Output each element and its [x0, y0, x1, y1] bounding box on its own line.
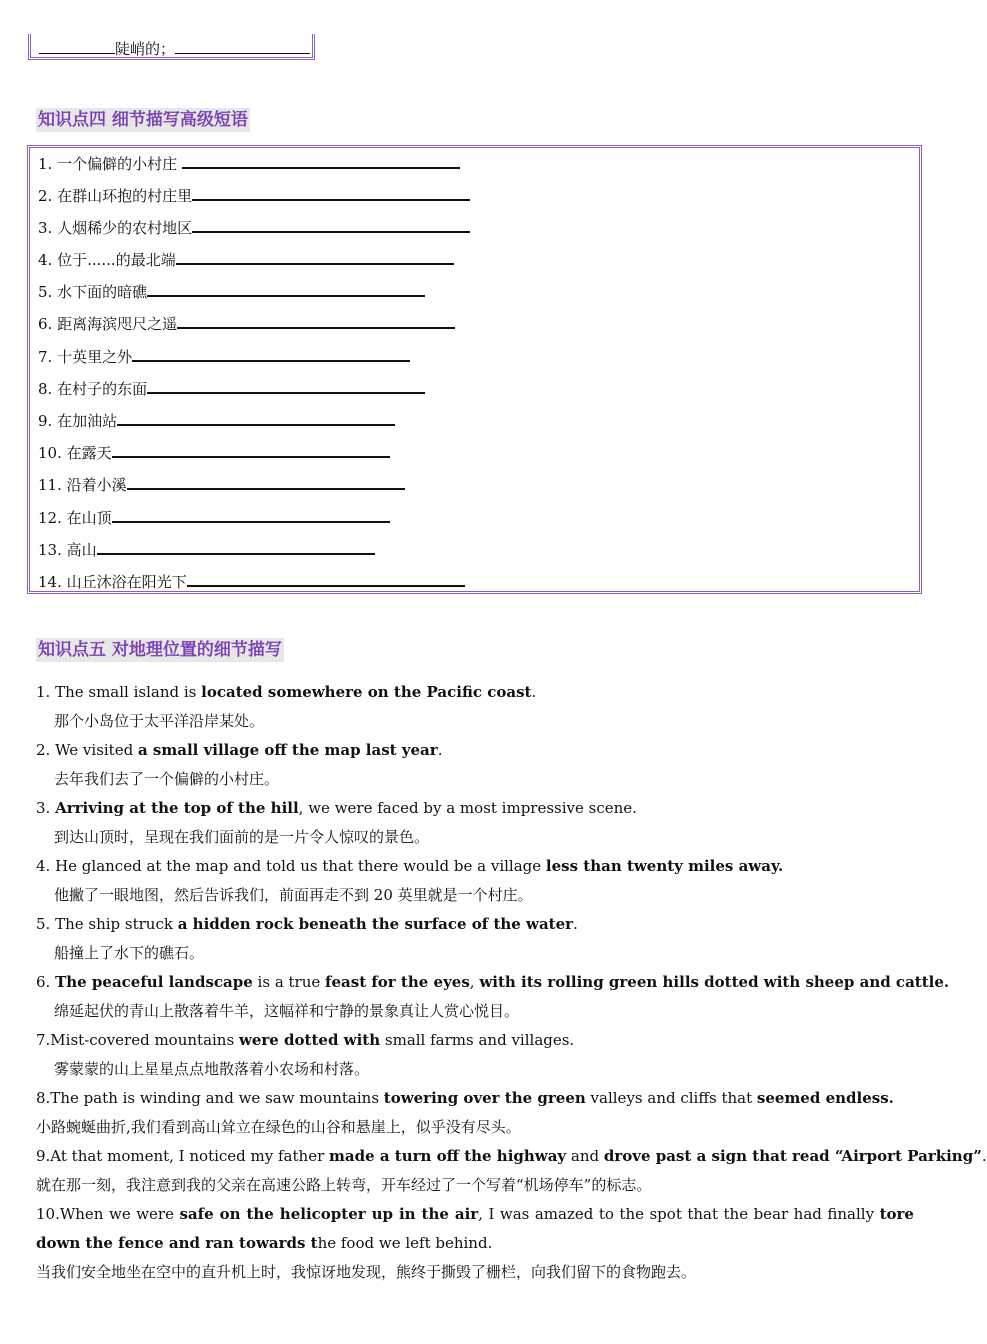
phrase-item [38, 376, 425, 400]
answer-blank[interactable] [175, 39, 310, 54]
sentence-text: valleys and cliffs that [585, 1089, 757, 1107]
answer-blank[interactable] [187, 569, 465, 587]
phrase-label: 10. 在露天 [38, 444, 112, 462]
phrase-item [38, 247, 454, 271]
phrase-item [38, 279, 425, 303]
answer-blank[interactable] [192, 183, 470, 201]
phrase-item [38, 344, 410, 368]
top-fragment-line [39, 38, 310, 59]
answer-blank[interactable] [182, 151, 460, 169]
example-translation-cn: 当我们安全地坐在空中的直升机上时，我惊讶地发现，熊终于撕毁了栅栏，向我们留下的食物跑去。 [36, 1263, 697, 1281]
phrase-label: 11. 沿着小溪 [38, 476, 127, 494]
example-sentence-en [36, 794, 914, 823]
example-sentence-en [36, 736, 914, 765]
example-translation-cn: 绵延起伏的青山上散落着牛羊，这幅祥和宁静的景象真让人赏心悦目。 [54, 1002, 520, 1020]
answer-blank[interactable] [176, 247, 454, 265]
sentence-text: 9.At that moment, I noticed my father [36, 1147, 330, 1165]
example-translation-cn: 他撇了一眼地图，然后告诉我们，前面再走不到 20 英里就是一个村庄。 [54, 886, 533, 904]
highlight-phrase: located somewhere on the Pacific coast [201, 683, 532, 701]
phrase-label: 6. 距离海滨咫尺之遥 [38, 315, 178, 333]
phrase-list-box [27, 145, 922, 594]
example-sentence-en [36, 852, 914, 881]
phrase-label: 7. 十英里之外 [38, 348, 133, 366]
example-translation-cn: 小路蜿蜒曲折,我们看到高山耸立在绿色的山谷和悬崖上，似乎没有尽头。 [36, 1118, 521, 1136]
sentence-text: and [566, 1147, 604, 1165]
sentence-text: . [437, 741, 443, 759]
highlight-phrase: The peaceful landscape [55, 973, 253, 991]
highlight-phrase: towering over the green [383, 1089, 586, 1107]
highlight-phrase: safe on the helicopter up in the air [179, 1205, 479, 1223]
sentence-text: he food we left behind. [317, 1234, 493, 1252]
highlight-phrase: a hidden rock beneath the surface of the water [177, 915, 574, 933]
highlight-phrase: a small village off the map last year [137, 741, 438, 759]
sentence-text: 4. He glanced at the map and told us that there would be a village [36, 857, 546, 875]
phrase-item [38, 183, 470, 207]
phrase-label: 4. 位于......的最北端 [38, 251, 176, 269]
highlight-phrase: made a turn off the highway [329, 1147, 567, 1165]
example-translation-cn: 到达山顶时，呈现在我们面前的是一片令人惊叹的景色。 [54, 828, 430, 846]
top-fragment-text: 陡峭的； [115, 40, 176, 58]
example-translation-cn: 去年我们去了一个偏僻的小村庄。 [54, 770, 280, 788]
section-5-title: 知识点五 对地理位置的细节描写 [38, 640, 282, 660]
answer-blank[interactable] [177, 311, 455, 329]
phrase-label: 2. 在群山环抱的村庄里 [38, 187, 193, 205]
sentence-text: , [469, 973, 480, 991]
sentence-text: 7.Mist-covered mountains [36, 1031, 239, 1049]
example-sentence-en [36, 1084, 914, 1113]
sentence-text: 10.When we were [36, 1205, 180, 1223]
highlight-phrase: drove past a sign that read “Airport Parking” [603, 1147, 982, 1165]
answer-blank[interactable] [117, 408, 395, 426]
example-sentence-en [36, 1142, 987, 1171]
phrase-item [38, 440, 390, 464]
highlight-phrase: Arriving at the top of the hill [55, 799, 299, 817]
sentence-text: 3. [36, 799, 56, 817]
phrase-label: 8. 在村子的东面 [38, 380, 148, 398]
sentence-text: . [573, 915, 578, 933]
sentence-text: 1. The small island is [36, 683, 202, 701]
phrase-item [38, 537, 375, 561]
phrase-label: 3. 人烟稀少的农村地区 [38, 219, 193, 237]
sentence-text: , we were faced by a most impressive scene. [298, 799, 637, 817]
example-sentence-en [36, 1200, 914, 1258]
answer-blank[interactable] [132, 344, 410, 362]
top-fragment-box [28, 34, 315, 60]
phrase-label: 1. 一个偏僻的小村庄 [38, 155, 182, 173]
highlight-phrase: seemed endless. [756, 1089, 894, 1107]
example-sentence-en [36, 1026, 914, 1055]
example-translation-cn: 就在那一刻，我注意到我的父亲在高速公路上转弯，开车经过了一个写着“机场停车”的标志。 [36, 1176, 652, 1194]
answer-blank[interactable] [147, 376, 425, 394]
phrase-label: 14. 山丘沐浴在阳光下 [38, 573, 187, 591]
example-sentences [36, 678, 987, 1287]
example-translation-cn: 船撞上了水下的礁石。 [54, 944, 205, 962]
phrase-item [38, 151, 460, 175]
section-4-title: 知识点四 细节描写高级短语 [38, 110, 248, 130]
phrase-label: 12. 在山顶 [38, 509, 112, 527]
sentence-text: 8.The path is winding and we saw mountains [36, 1089, 384, 1107]
answer-blank[interactable] [112, 505, 390, 523]
answer-blank[interactable] [97, 537, 375, 555]
highlight-phrase: with its rolling green hills dotted with sheep and cattle. [479, 973, 950, 991]
highlight-phrase: tore down the fence and ran towards t [36, 1205, 914, 1252]
sentence-text: 5. The ship struck [36, 915, 178, 933]
answer-blank[interactable] [39, 39, 115, 54]
phrase-item [38, 569, 465, 593]
phrase-item [38, 472, 405, 496]
answer-blank[interactable] [192, 215, 470, 233]
highlight-phrase: less than twenty miles away. [545, 857, 784, 875]
example-translation-cn: 雾蒙蒙的山上星星点点地散落着小农场和村落。 [54, 1060, 370, 1078]
phrase-item [38, 311, 455, 335]
answer-blank[interactable] [127, 472, 405, 490]
phrase-label: 9. 在加油站 [38, 412, 118, 430]
highlight-phrase: feast for the eyes [325, 973, 470, 991]
answer-blank[interactable] [112, 440, 390, 458]
sentence-text: , I was amazed to the spot that the bear had finally [478, 1205, 880, 1223]
sentence-text: . [981, 1147, 987, 1165]
sentence-text: is a true [252, 973, 326, 991]
example-translation-cn: 那个小岛位于太平洋沿岸某处。 [54, 712, 265, 730]
phrase-item [38, 215, 470, 239]
example-sentence-en [36, 910, 914, 939]
sentence-text: . [531, 683, 537, 701]
sentence-text: small farms and villages. [380, 1031, 575, 1049]
sentence-text: 2. We visited [36, 741, 138, 759]
phrase-item [38, 408, 395, 432]
phrase-label: 5. 水下面的暗礁 [38, 283, 148, 301]
phrase-item [38, 505, 390, 529]
example-sentence-en [36, 678, 914, 707]
sentence-text: 6. [36, 973, 56, 991]
example-sentence-en [36, 968, 950, 997]
answer-blank[interactable] [147, 279, 425, 297]
highlight-phrase: were dotted with [238, 1031, 381, 1049]
phrase-label: 13. 高山 [38, 541, 97, 559]
